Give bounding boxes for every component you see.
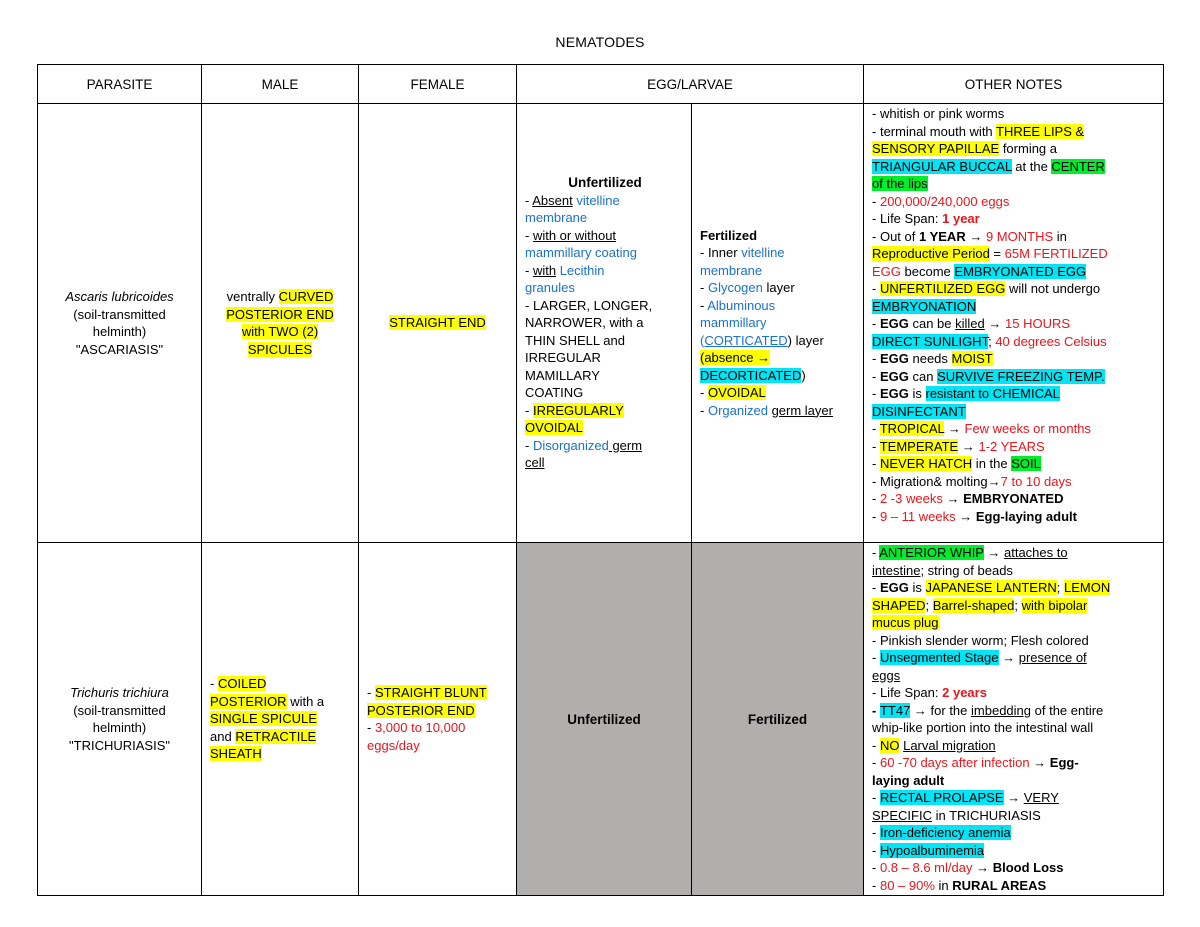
highlight: SHEATH (210, 746, 262, 762)
text: - (872, 790, 880, 805)
text: - (872, 193, 880, 209)
highlight: IRREGULARLY (532, 402, 624, 418)
egg-unfertilized-cell (517, 104, 692, 543)
text: → for the (910, 702, 972, 718)
text: - (872, 580, 880, 595)
highlight: Barrel-shaped (932, 597, 1015, 613)
document-title: NEMATODES (555, 34, 645, 50)
text: 1 YEAR (918, 228, 966, 244)
parasite-cell (38, 543, 202, 896)
text: → (972, 860, 993, 875)
text: - (525, 192, 533, 208)
text: germ (608, 437, 643, 453)
text: - (872, 755, 880, 770)
text: 15 HOURS (1005, 316, 1071, 331)
text: 80 – 90% (879, 877, 935, 893)
text: - (872, 825, 880, 840)
header-row (38, 65, 1164, 104)
text: vitelline (741, 245, 785, 261)
text: - (872, 438, 880, 454)
text: - Inner (700, 245, 742, 261)
text: → (955, 508, 976, 524)
note-line: - whitish or pink worms (872, 106, 1005, 121)
highlight: with bipolar (1021, 597, 1088, 613)
highlight: RECTAL PROLAPSE (879, 790, 1004, 805)
highlight: Hypoalbuminemia (879, 842, 985, 858)
text: → (983, 545, 1004, 560)
text: granules (525, 280, 575, 296)
text: → (958, 438, 979, 454)
text: - Migration& molting→ (872, 473, 1001, 489)
text: ; (988, 333, 996, 349)
highlight: DISINFECTANT (872, 403, 966, 419)
highlight: JAPANESE LANTERN (925, 580, 1057, 595)
text: cell (525, 455, 545, 471)
parasite-disease: "ASCARIASIS" (75, 341, 164, 357)
text: ) (801, 367, 806, 383)
text: EGG (879, 368, 909, 384)
egg-fertilized-cell: Fertilized (692, 543, 864, 896)
text: - (525, 437, 533, 453)
text: mammillary (700, 315, 767, 331)
parasite-name: Trichuris trichiura (70, 685, 169, 700)
text: - (872, 702, 880, 718)
text: in (1053, 228, 1067, 244)
text: - (210, 676, 218, 692)
text: can be (908, 316, 956, 331)
text: Absent (532, 192, 573, 208)
text: → (984, 316, 1005, 331)
highlight: POSTERIOR END (226, 306, 334, 322)
header-other-notes: OTHER NOTES (864, 65, 1164, 104)
highlight: TRIANGULAR BUCCAL (872, 158, 1012, 174)
text: in the (972, 456, 1012, 471)
text: - Out of (872, 228, 919, 244)
highlight: Unsegmented Stage (879, 650, 999, 665)
text: 2 years (942, 685, 987, 700)
text: germ layer (771, 402, 833, 418)
text: Few weeks or months (964, 421, 1091, 436)
parasite-name: Ascaris lubricoides (65, 289, 174, 304)
highlight: ANTERIOR WHIP (879, 545, 984, 560)
text: is (908, 580, 926, 595)
highlight: OVOIDAL (525, 420, 583, 436)
highlight: RETRACTILE (235, 728, 317, 744)
text: - (367, 685, 375, 700)
text: - (872, 281, 880, 296)
text: MAMILLARY (525, 367, 600, 383)
header-egg-larvae: EGG/LARVAE (517, 65, 864, 104)
text: → (1003, 790, 1024, 805)
table-row-ascaris (38, 104, 1164, 543)
text: - (525, 227, 533, 243)
fertilized-heading: Fertilized (700, 227, 758, 243)
highlight: EMBRYONATED EGG (954, 263, 1087, 279)
text: → (998, 650, 1019, 665)
highlight: SENSORY PAPILLAE (872, 141, 1000, 156)
text: can (908, 368, 938, 384)
text: at the (1011, 158, 1052, 174)
text: - (872, 877, 880, 893)
highlight: with TWO (2) (241, 324, 319, 339)
text: EMBRYONATED (963, 491, 1064, 506)
text: - (872, 860, 880, 875)
highlight: SOIL (1011, 456, 1041, 471)
text: - (700, 402, 708, 418)
header-female: FEMALE (359, 65, 517, 104)
highlight: NO (879, 737, 900, 753)
text: - (872, 737, 880, 753)
text: Egg-laying adult (975, 508, 1077, 524)
header-male: MALE (202, 65, 359, 104)
text: EGG (879, 316, 909, 331)
text: ; (1014, 597, 1022, 613)
text: ; (925, 597, 933, 613)
text: 40 degrees Celsius (995, 333, 1107, 349)
text: COATING (525, 385, 584, 401)
text: 65M FERTILIZED (1004, 246, 1108, 261)
text: become (900, 263, 955, 279)
text: IRREGULAR (525, 350, 601, 366)
text: and (210, 728, 236, 744)
text: ; string of beads (920, 562, 1013, 578)
text: - (525, 262, 533, 278)
highlight: resistant to CHEMICAL (925, 386, 1060, 401)
highlight: NEVER HATCH (879, 456, 973, 471)
text: - (872, 491, 880, 506)
text: - (367, 720, 375, 735)
text: of the entire (1031, 702, 1104, 718)
text: intestine (872, 562, 921, 578)
nematodes-table (37, 64, 1164, 896)
text: Glycogen (707, 280, 763, 296)
highlight: SINGLE SPICULE (210, 711, 317, 727)
text: - Life Span: (872, 211, 943, 226)
text: Albuminous (707, 297, 776, 313)
text: 0.8 – 8.6 ml/day (879, 860, 973, 875)
highlight: mucus plug (872, 615, 939, 630)
text: EGG (879, 351, 909, 366)
text: - (872, 421, 880, 436)
text: - (700, 385, 708, 401)
highlight: COILED (217, 676, 267, 692)
text: - (872, 316, 880, 331)
text: - (872, 456, 880, 471)
text: with a (286, 693, 325, 709)
text: - (872, 386, 880, 401)
text: Larval migration (903, 737, 996, 753)
text: - (872, 842, 880, 858)
text: membrane (525, 210, 588, 226)
highlight: of the lips (872, 176, 928, 191)
highlight: UNFERTILIZED EGG (879, 281, 1006, 296)
highlight: TT47 (879, 702, 911, 718)
highlight: SURVIVE FREEZING TEMP. (937, 368, 1105, 384)
text: membrane (700, 262, 763, 278)
text: ventrally (226, 289, 279, 304)
female-cell (359, 543, 517, 896)
text: RURAL AREAS (952, 877, 1047, 893)
text: ; (1056, 580, 1064, 595)
text: VERY (1023, 790, 1059, 805)
text: will not undergo (1005, 281, 1101, 296)
text: - (872, 351, 880, 366)
highlight: (absence → (700, 350, 771, 366)
text: Lecithin (556, 262, 605, 278)
text: → (1029, 755, 1050, 770)
highlight: POSTERIOR END (367, 702, 475, 718)
text: Disorganized (532, 437, 609, 453)
text: in (934, 877, 953, 893)
header-parasite: PARASITE (38, 65, 202, 104)
text: 9 – 11 weeks (879, 508, 956, 524)
text: → (965, 228, 986, 244)
highlight: Iron-deficiency anemia (879, 825, 1011, 840)
text: killed (955, 316, 985, 331)
highlight: SPICULES (247, 341, 313, 357)
text: = (989, 246, 1005, 261)
highlight: DIRECT SUNLIGHT (872, 333, 989, 349)
text: 3,000 to 10,000 (374, 720, 466, 735)
text: - Life Span: (872, 685, 943, 700)
other-notes-cell (864, 104, 1164, 543)
text: with (532, 262, 557, 278)
text: 1 year (942, 211, 980, 226)
text: eggs/day (367, 737, 420, 753)
parasite-type: helminth) (92, 324, 147, 339)
highlight: CURVED (278, 289, 334, 304)
text: NARROWER, with a (525, 315, 644, 331)
text: presence of (1018, 650, 1087, 665)
highlight: MOIST (951, 351, 993, 366)
text: - (872, 508, 880, 524)
text: - LARGER, LONGER, (525, 297, 653, 313)
text: THIN SHELL and (525, 332, 625, 348)
highlight: THREE LIPS & (996, 123, 1085, 139)
egg-fertilized-cell (692, 104, 864, 543)
text: Blood Loss (992, 860, 1064, 875)
text: ( (700, 332, 705, 348)
highlight: LEMON (1063, 580, 1111, 595)
highlight: POSTERIOR (210, 693, 287, 709)
text: in TRICHURIASIS (931, 807, 1041, 823)
text: CORTICATED (704, 332, 788, 348)
text: EGG (879, 580, 909, 595)
text: → (944, 421, 965, 436)
text: eggs (872, 667, 901, 683)
note-line: whip-like portion into the intestinal wall (872, 720, 1094, 735)
highlight: TROPICAL (879, 421, 945, 436)
text: - (525, 402, 533, 418)
highlight: EMBRYONATION (872, 298, 977, 314)
highlight: CENTER (1051, 158, 1105, 174)
text: 7 to 10 days (1000, 473, 1072, 489)
text: mammillary coating (525, 245, 637, 261)
text: 9 MONTHS (985, 228, 1054, 244)
egg-unfertilized-cell: Unfertilized (517, 543, 692, 896)
text: needs (908, 351, 952, 366)
highlight: OVOIDAL (707, 385, 766, 401)
text: EGG (872, 263, 901, 279)
male-cell (202, 104, 359, 543)
text: Egg- (1049, 755, 1079, 770)
text: laying adult (872, 772, 945, 788)
parasite-type: (soil-transmitted (73, 306, 166, 322)
text: 200,000/240,000 eggs (879, 193, 1010, 209)
text: EGG (879, 386, 909, 401)
highlight: STRAIGHT BLUNT (374, 685, 487, 700)
text: is (908, 386, 926, 401)
table-row-trichuris (38, 543, 1164, 896)
highlight: Reproductive Period (872, 246, 990, 261)
text: ) layer (787, 332, 824, 348)
text: layer (762, 280, 795, 296)
text: - (872, 545, 880, 560)
highlight: DECORTICATED (700, 367, 802, 383)
female-cell (359, 104, 517, 543)
unfertilized-heading: Unfertilized (568, 175, 642, 191)
parasite-disease: "TRICHURIASIS" (69, 737, 170, 753)
text: forming a (999, 141, 1058, 156)
text: - (700, 297, 708, 313)
text: - (872, 368, 880, 384)
parasite-cell (38, 104, 202, 543)
parasite-type: helminth) (92, 720, 147, 735)
text: SPECIFIC (872, 807, 932, 823)
note-line: - Pinkish slender worm; Flesh colored (872, 632, 1089, 648)
text: 60 -70 days after infection (879, 755, 1030, 770)
text: 2 -3 weeks (879, 491, 943, 506)
highlight: SHAPED (872, 597, 926, 613)
text: vitelline (572, 192, 620, 208)
male-cell (202, 543, 359, 896)
text: Organized (707, 402, 768, 418)
text: attaches to (1003, 545, 1068, 560)
text: - terminal mouth with (872, 123, 997, 139)
text: - (700, 280, 708, 296)
text: 1-2 YEARS (978, 438, 1045, 454)
text: → (942, 491, 964, 506)
highlight: STRAIGHT END (389, 315, 486, 331)
text: imbedding (971, 702, 1032, 718)
text: - (872, 650, 880, 665)
text: with or without (532, 227, 617, 243)
other-notes-cell (864, 543, 1164, 896)
highlight: TEMPERATE (879, 438, 959, 454)
parasite-type: (soil-transmitted (73, 702, 166, 718)
